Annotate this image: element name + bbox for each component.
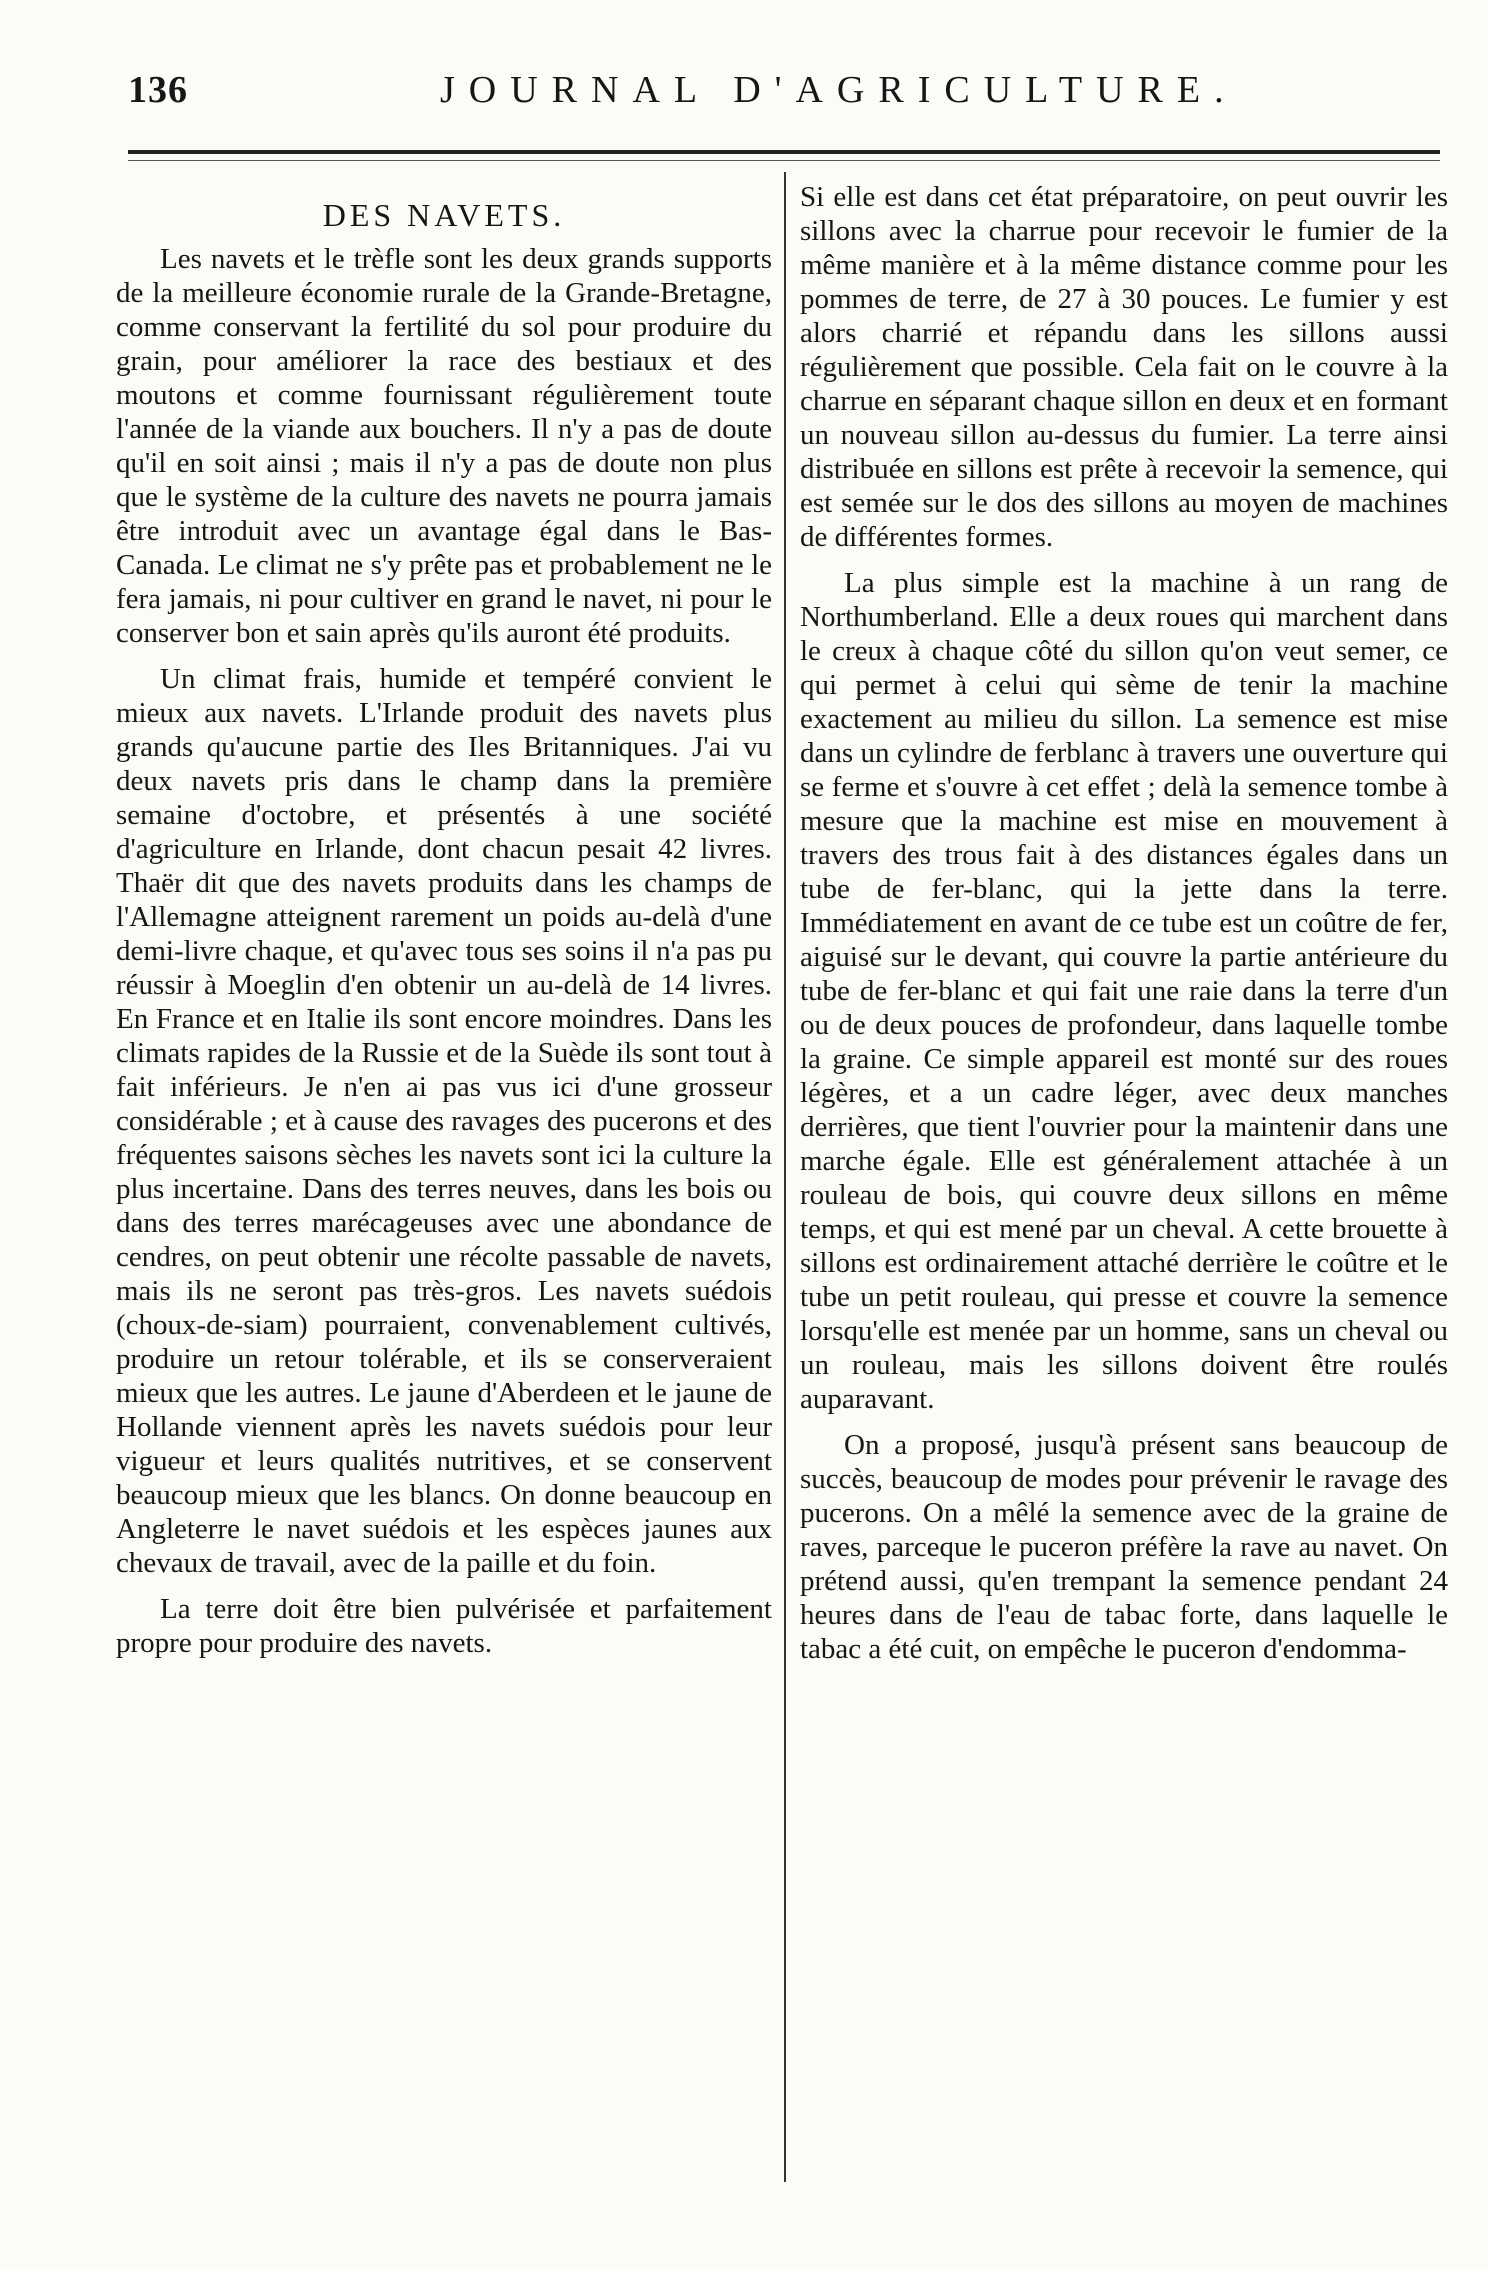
header-rule-thin xyxy=(128,160,1440,161)
running-title: JOURNAL D'AGRICULTURE. xyxy=(440,69,1238,111)
paragraph: Un climat frais, humide et tempéré convient le mieux aux navets. L'Irlande produit des navets plus grands qu'aucune partie des Iles Britanniques. J'ai vu deux navets pris dans le champ dans la première semaine d'octobre, et présentés à une société d'agriculture en Irlande, dont chacun pesait 42 livres. Thaër dit que des navets produits dans les champs de l'Allemagne atteignent rarement un poids au-delà d'une demi-livre chaque, et qu'avec tous ses soins il n'a pas pu réussir à Moeglin d'en obtenir un au-delà de 14 livres. En France et en Italie ils sont encore moindres. Dans les climats rapides de la Russie et de la Suède ils sont tout à fait inférieurs. Je n'en ai pas vus ici d'une grosseur considérable ; et à cause des ravages des pucerons et des fréquentes saisons sèches les navets sont ici la culture la plus incertaine. Dans des terres neuves, dans les bois ou dans des terres marécageuses avec une abondance de cendres, on peut obtenir une récolte passable de navets, mais ils ne seront pas très-gros. Les navets suédois (choux-de-siam) pourraient, convenablement cultivés, produire un retour tolérable, et ils se conserveraient mieux que les autres. Le jaune d'Aberdeen et le jaune de Hollande viennent après les navets suédois pour leur vigueur et leurs qualités nutritives, et se conservent beaucoup mieux que les blancs. On donne beaucoup en Angleterre le navet suédois et les espèces jaunes aux chevaux de travail, avec de la paille et du foin. xyxy=(116,663,772,1579)
paragraph: On a proposé, jusqu'à présent sans beaucoup de succès, beaucoup de modes pour prévenir le ravage des pucerons. On a mêlé la semence avec de la graine de raves, parceque le puceron préfère la rave au navet. On prétend aussi, qu'en trempant la semence pendant 24 heures dans de l'eau de tabac forte, dans laquelle le tabac a été cuit, on empêche le puceron d'endomma- xyxy=(800,1429,1448,1665)
page-header xyxy=(0,58,1488,118)
paragraph: Si elle est dans cet état préparatoire, on peut ouvrir les sillons avec la charrue pour recevoir le fumier de la même manière et à la même distance comme pour les pommes de terre, de 27 à 30 pouces. Le fumier y est alors charrié et répandu dans les sillons aussi régulièrement que possible. Cela fait on le couvre à la charrue en séparant chaque sillon en deux et en formant un nouveau sillon au-dessus du fumier. La terre ainsi distribuée en sillons est prête à recevoir la semence, qui est semée sur le dos des sillons au moyen de machines de différentes formes. xyxy=(800,181,1448,553)
left-column xyxy=(116,180,772,1672)
paragraph: La plus simple est la machine à un rang de Northumberland. Elle a deux roues qui marchent dans le creux à chaque côté du sillon qu'on veut semer, ce qui permet à celui qui sème de tenir la machine exactement au milieu du sillon. La semence est mise dans un cylindre de ferblanc à travers une ouverture qui se ferme et s'ouvre à cet effet ; delà la semence tombe à mesure que la machine est mise en mouvement à travers des trous fait à des distances égales dans un tube de fer-blanc, qui la jette dans la terre. Immédiatement en avant de ce tube est un coûtre de fer, aiguisé sur le devant, qui couvre la partie antérieure du tube de fer-blanc et qui fait une raie dans la terre d'un ou de deux pouces de profondeur, dans laquelle tombe la graine. Ce simple appareil est monté sur des roues légères, et a un cadre léger, avec deux manches derrières, que tient l'ouvrier pour la maintenir dans une marche égale. Elle est généralement attachée à un rouleau de bois, qui couvre deux sillons en même temps, et qui est mené par un cheval. A cette brouette à sillons est ordinairement attaché derrière le coûtre et le tube un petit rouleau, qui presse et couvre la semence lorsqu'elle est menée par un homme, sans un cheval ou un rouleau, mais les sillons doivent être roulés auparavant. xyxy=(800,567,1448,1415)
header-rule xyxy=(128,150,1440,154)
article-title: DES NAVETS. xyxy=(322,197,566,233)
right-column xyxy=(800,180,1448,1678)
column-divider xyxy=(784,172,786,2182)
paragraph: Les navets et le trèfle sont les deux grands supports de la meilleure économie rurale de la Grande-Bretagne, comme conservant la fertilité du sol pour produire du grain, pour améliorer la race des bestiaux et des moutons et comme fournissant régulièrement toute l'année de la viande aux bouchers. Il n'y a pas de doute qu'il en soit ainsi ; mais il n'y a pas de doute non plus que le système de la culture des navets ne pourra jamais être introduit avec un avantage égal dans le Bas-Canada. Le climat ne s'y prête pas et probablement ne le fera jamais, ni pour cultiver en grand le navet, ni pour le conserver bon et sain après qu'ils auront été produits. xyxy=(116,243,772,649)
page-number: 136 xyxy=(128,69,188,111)
paragraph: La terre doit être bien pulvérisée et parfaitement propre pour produire des navets. xyxy=(116,1593,772,1659)
